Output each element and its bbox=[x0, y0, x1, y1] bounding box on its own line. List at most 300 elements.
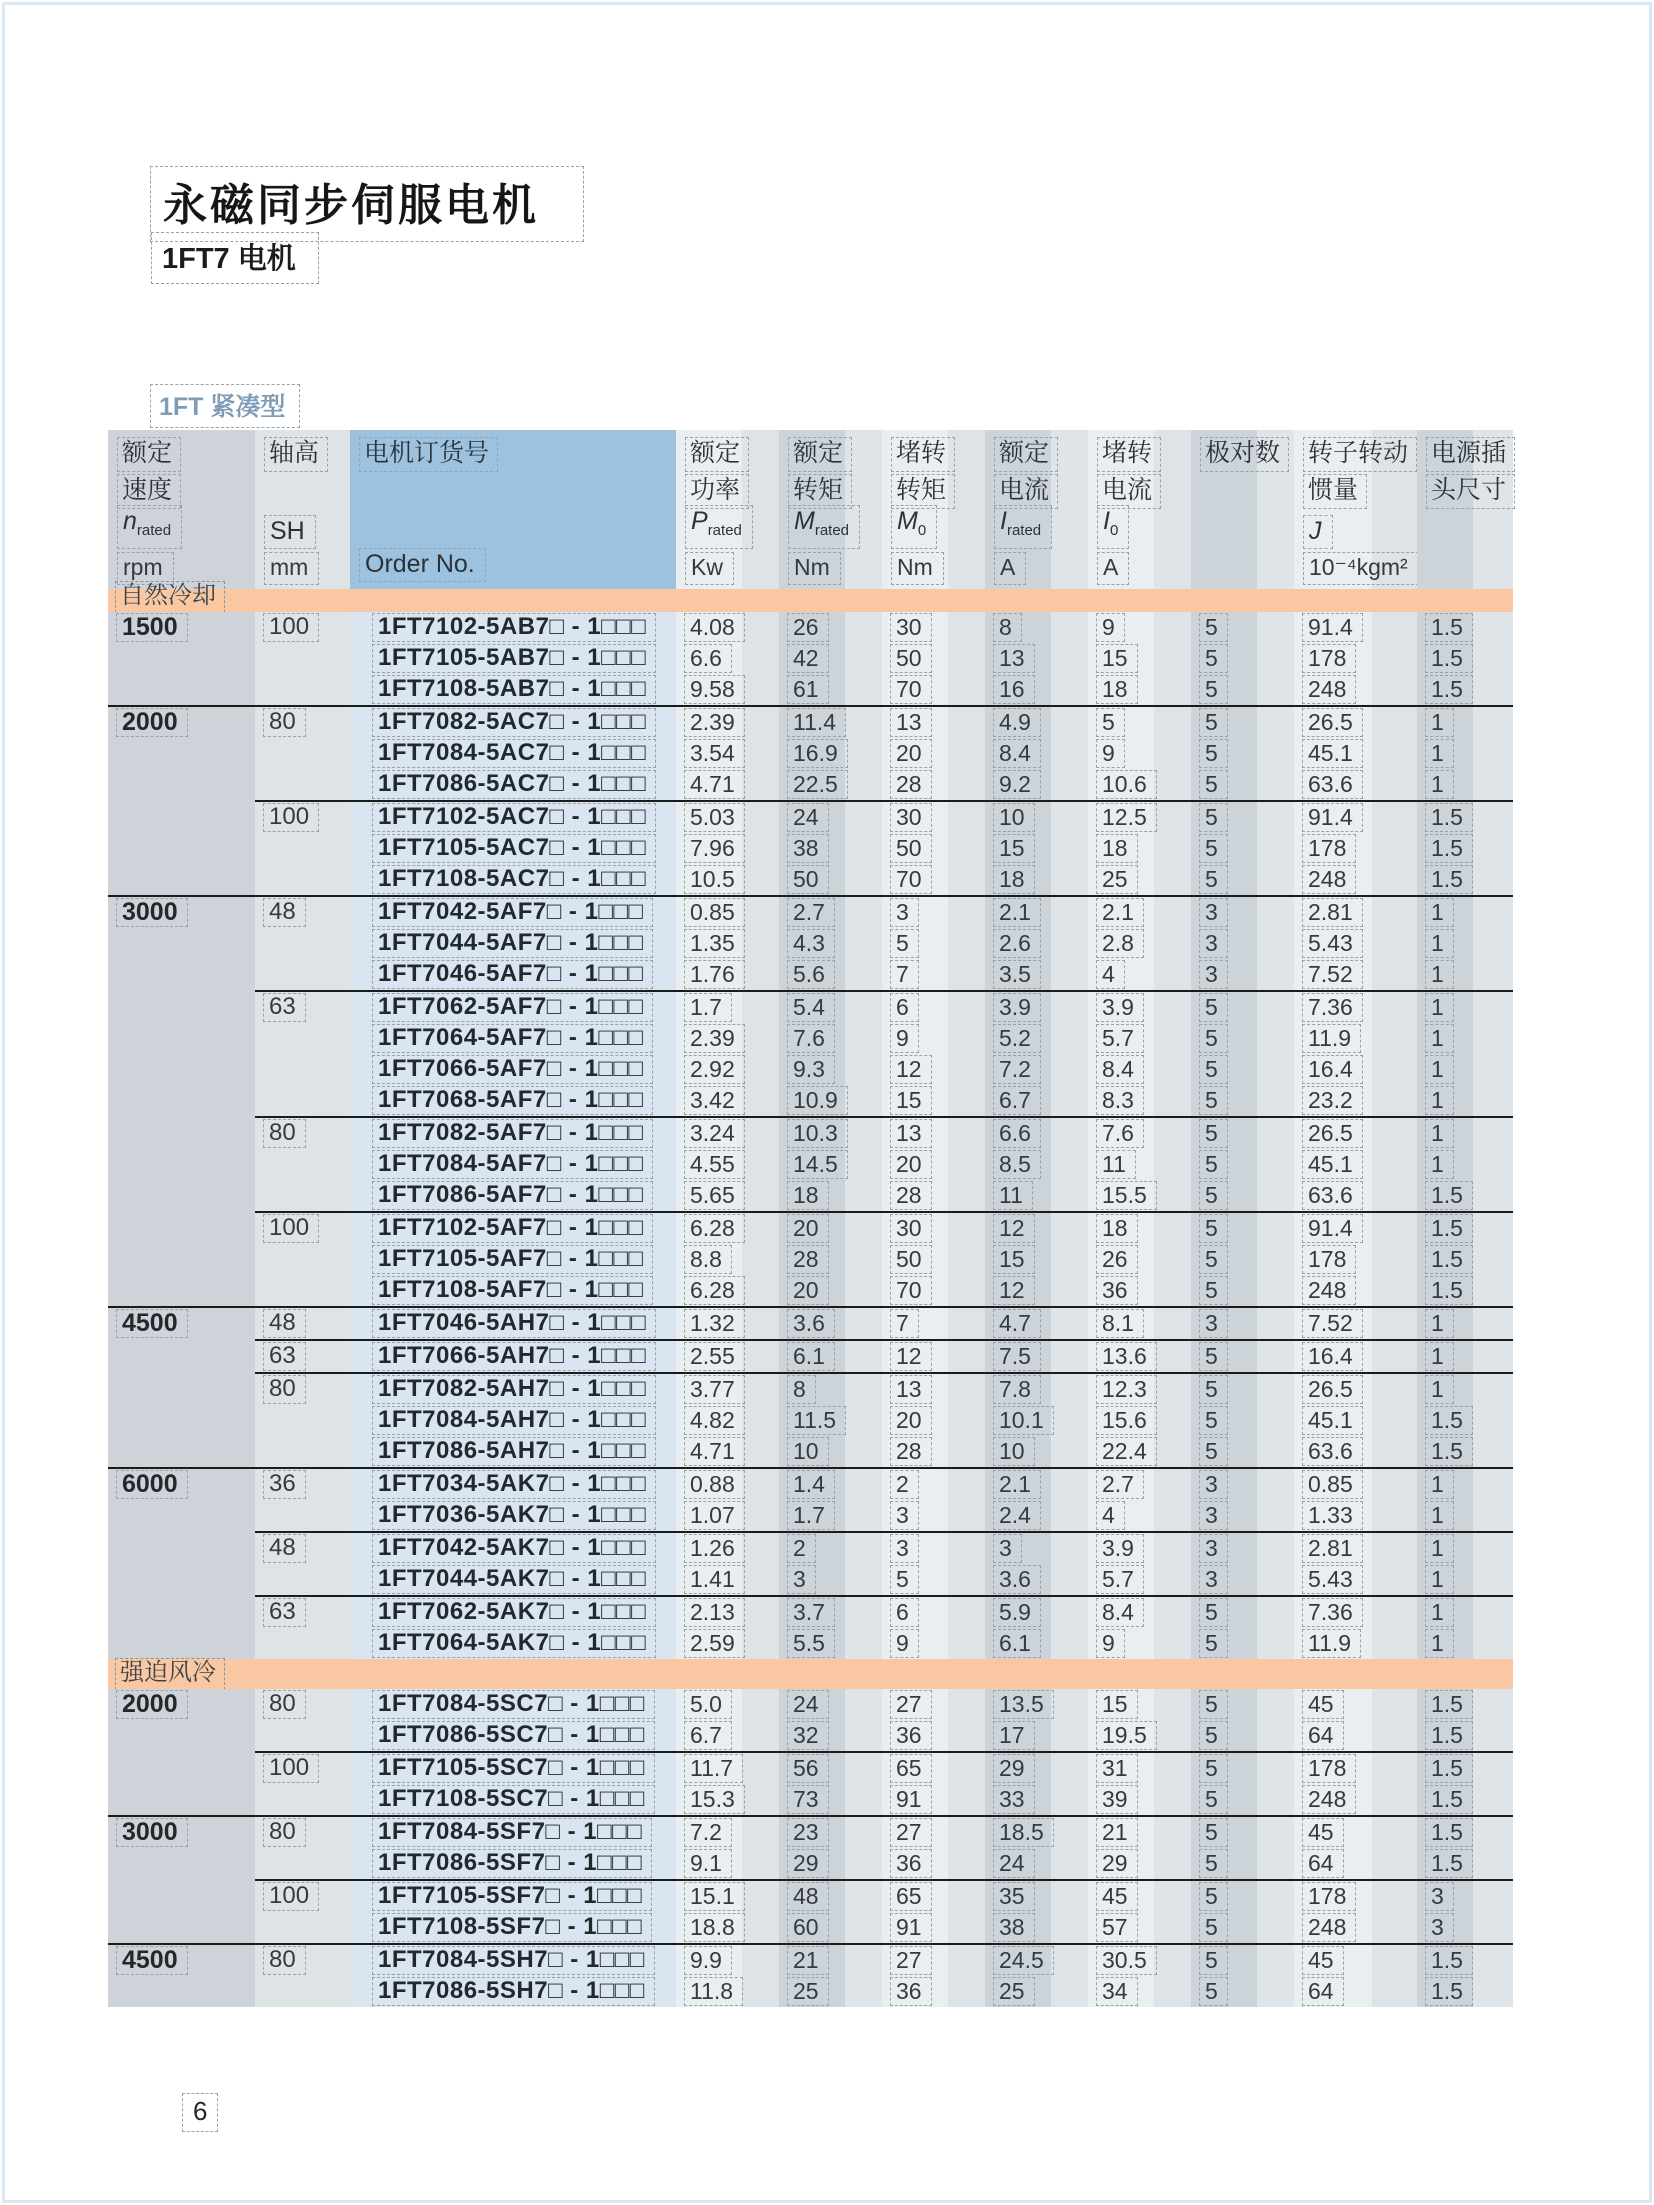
cell-speed bbox=[108, 1689, 255, 1720]
cell-m-value: 18 bbox=[787, 1181, 829, 1210]
cell-poles bbox=[1191, 1436, 1294, 1467]
cell-i-value: 10 bbox=[993, 803, 1035, 832]
cell-m0-value: 28 bbox=[890, 1181, 932, 1210]
cell-m bbox=[779, 1469, 882, 1500]
col-symbol-m: $M_{rated}$ bbox=[788, 505, 860, 549]
cell-sh bbox=[255, 1564, 350, 1595]
cell-j bbox=[1294, 1180, 1417, 1211]
cell-poles bbox=[1191, 1689, 1294, 1720]
cell-speed bbox=[108, 864, 255, 895]
cell-i0 bbox=[1088, 1784, 1191, 1815]
table-row bbox=[108, 1054, 1513, 1085]
cell-m bbox=[779, 1244, 882, 1275]
cell-poles bbox=[1191, 1784, 1294, 1815]
cell-i0-value: 10.6 bbox=[1096, 770, 1157, 799]
cell-m0 bbox=[882, 674, 985, 705]
cell-sh bbox=[255, 1085, 350, 1116]
cell-i0-value: 12.3 bbox=[1096, 1375, 1157, 1404]
cell-plug bbox=[1417, 1180, 1513, 1211]
cell-j-value: 248 bbox=[1302, 1276, 1356, 1305]
cell-m0 bbox=[882, 1436, 985, 1467]
cell-m0 bbox=[882, 1720, 985, 1751]
cell-order bbox=[350, 1118, 676, 1149]
cell-p bbox=[676, 959, 779, 990]
cell-j bbox=[1294, 1054, 1417, 1085]
cell-speed bbox=[108, 1597, 255, 1628]
cell-i bbox=[985, 1533, 1088, 1564]
col-header-m0-label: 堵转 bbox=[891, 437, 955, 472]
cell-p bbox=[676, 1848, 779, 1879]
cell-poles-value: 5 bbox=[1199, 1086, 1228, 1115]
cell-poles-value: 3 bbox=[1199, 1534, 1228, 1563]
cell-i0-value: 29 bbox=[1096, 1849, 1138, 1878]
table-row bbox=[108, 1341, 1513, 1372]
cell-sh bbox=[255, 707, 350, 738]
cell-m0 bbox=[882, 643, 985, 674]
table-row bbox=[108, 1848, 1513, 1879]
table-row bbox=[108, 1597, 1513, 1628]
cell-speed bbox=[108, 1720, 255, 1751]
cell-poles bbox=[1191, 1308, 1294, 1339]
cell-p-value: 3.77 bbox=[684, 1375, 745, 1404]
cell-j-value: 16.4 bbox=[1302, 1342, 1363, 1371]
cell-poles bbox=[1191, 1244, 1294, 1275]
cell-m0-value: 6 bbox=[890, 1598, 919, 1627]
cell-p-value: 1.76 bbox=[684, 960, 745, 989]
cell-poles bbox=[1191, 864, 1294, 895]
page-title bbox=[150, 166, 584, 242]
cell-m0-value: 13 bbox=[890, 1375, 932, 1404]
cell-order-value: 1FT7086-5SF7□ - 1□□□ bbox=[372, 1849, 652, 1878]
cell-j bbox=[1294, 1628, 1417, 1659]
cell-j bbox=[1294, 1533, 1417, 1564]
cell-m0-value: 50 bbox=[890, 834, 932, 863]
cell-plug bbox=[1417, 1753, 1513, 1784]
cell-p bbox=[676, 1912, 779, 1943]
cell-j-value: 178 bbox=[1302, 1245, 1356, 1274]
cell-j-value: 5.43 bbox=[1302, 1565, 1363, 1594]
cell-m bbox=[779, 802, 882, 833]
cell-sh bbox=[255, 1848, 350, 1879]
cell-j bbox=[1294, 1118, 1417, 1149]
cell-i bbox=[985, 1341, 1088, 1372]
cell-order bbox=[350, 1912, 676, 1943]
cell-i-value: 10.1 bbox=[993, 1406, 1054, 1435]
cell-sh bbox=[255, 1533, 350, 1564]
cell-sh-value: 100 bbox=[263, 1754, 319, 1783]
cell-p-value: 1.41 bbox=[684, 1565, 745, 1594]
cell-order-value: 1FT7108-5AC7□ - 1□□□ bbox=[372, 865, 656, 894]
cell-i bbox=[985, 1720, 1088, 1751]
cell-poles-value: 5 bbox=[1199, 739, 1228, 768]
cell-order bbox=[350, 738, 676, 769]
cell-m0-value: 13 bbox=[890, 708, 932, 737]
cell-poles-value: 3 bbox=[1199, 1565, 1228, 1594]
cell-p bbox=[676, 1976, 779, 2007]
cell-order-value: 1FT7105-5SF7□ - 1□□□ bbox=[372, 1882, 652, 1911]
cell-i0 bbox=[1088, 1213, 1191, 1244]
cell-p-value: 6.28 bbox=[684, 1214, 745, 1243]
cell-speed bbox=[108, 1881, 255, 1912]
cell-order bbox=[350, 1054, 676, 1085]
table-row bbox=[108, 1180, 1513, 1211]
cell-i0 bbox=[1088, 864, 1191, 895]
cell-plug-value: 1.5 bbox=[1425, 1977, 1473, 2006]
cell-m0-value: 50 bbox=[890, 644, 932, 673]
cell-order-value: 1FT7086-5AH7□ - 1□□□ bbox=[372, 1437, 656, 1466]
cell-sh bbox=[255, 1597, 350, 1628]
cell-j bbox=[1294, 1023, 1417, 1054]
cell-speed bbox=[108, 1180, 255, 1211]
cell-m bbox=[779, 1054, 882, 1085]
cell-p bbox=[676, 928, 779, 959]
col-header-plug-label: 头尺寸 bbox=[1426, 474, 1515, 509]
cell-sh bbox=[255, 1753, 350, 1784]
col-header-plug bbox=[1417, 430, 1513, 589]
cell-i0 bbox=[1088, 1817, 1191, 1848]
cell-order bbox=[350, 1341, 676, 1372]
cell-poles-value: 5 bbox=[1199, 1849, 1228, 1878]
cell-m0 bbox=[882, 833, 985, 864]
cell-p-value: 3.24 bbox=[684, 1119, 745, 1148]
cell-poles bbox=[1191, 1945, 1294, 1976]
cell-speed bbox=[108, 802, 255, 833]
cell-m-value: 14.5 bbox=[787, 1150, 848, 1179]
cell-plug-value: 1.5 bbox=[1425, 1406, 1473, 1435]
cell-plug-value: 1 bbox=[1425, 1086, 1454, 1115]
cell-m0-value: 13 bbox=[890, 1119, 932, 1148]
table-row bbox=[108, 1500, 1513, 1531]
cell-i0-value: 3.9 bbox=[1096, 1534, 1144, 1563]
col-header-i-label: 额定 bbox=[994, 437, 1058, 472]
cell-poles-value: 5 bbox=[1199, 1406, 1228, 1435]
cell-speed bbox=[108, 1308, 255, 1339]
cell-order-value: 1FT7105-5AB7□ - 1□□□ bbox=[372, 644, 656, 673]
cell-i0 bbox=[1088, 1689, 1191, 1720]
cell-order-value: 1FT7108-5SC7□ - 1□□□ bbox=[372, 1785, 655, 1814]
cell-i0-value: 25 bbox=[1096, 865, 1138, 894]
cell-p-value: 3.54 bbox=[684, 739, 745, 768]
cell-m-value: 5.5 bbox=[787, 1629, 835, 1658]
cell-speed bbox=[108, 1118, 255, 1149]
cell-i0-value: 8.3 bbox=[1096, 1086, 1144, 1115]
cell-i0-value: 31 bbox=[1096, 1754, 1138, 1783]
cell-m bbox=[779, 1597, 882, 1628]
cell-poles bbox=[1191, 802, 1294, 833]
col-header-m bbox=[779, 430, 882, 589]
cell-poles-value: 5 bbox=[1199, 1055, 1228, 1084]
cell-poles bbox=[1191, 1085, 1294, 1116]
cell-speed bbox=[108, 1085, 255, 1116]
col-symbol-p: $P_{rated}$ bbox=[685, 505, 753, 549]
cell-p-value: 0.85 bbox=[684, 898, 745, 927]
table-row bbox=[108, 1945, 1513, 1976]
cell-plug-value: 3 bbox=[1425, 1882, 1454, 1911]
cell-order bbox=[350, 1180, 676, 1211]
cell-m0-value: 12 bbox=[890, 1342, 932, 1371]
col-unit-speed: rpm bbox=[117, 552, 174, 585]
cell-i bbox=[985, 1597, 1088, 1628]
cell-i-value: 12 bbox=[993, 1214, 1035, 1243]
cell-m bbox=[779, 674, 882, 705]
cell-m0 bbox=[882, 1689, 985, 1720]
cell-plug-value: 1.5 bbox=[1425, 1690, 1473, 1719]
cell-p-value: 2.92 bbox=[684, 1055, 745, 1084]
cell-order-value: 1FT7044-5AF7□ - 1□□□ bbox=[372, 929, 653, 958]
cell-poles-value: 5 bbox=[1199, 1024, 1228, 1053]
table-row bbox=[108, 643, 1513, 674]
cell-i0-value: 2.7 bbox=[1096, 1470, 1144, 1499]
cell-i0 bbox=[1088, 802, 1191, 833]
cell-i0-value: 3.9 bbox=[1096, 993, 1144, 1022]
cell-m bbox=[779, 1533, 882, 1564]
cell-poles bbox=[1191, 1753, 1294, 1784]
cell-speed bbox=[108, 612, 255, 643]
cell-m-value: 10.9 bbox=[787, 1086, 848, 1115]
cell-i bbox=[985, 674, 1088, 705]
cell-p-value: 7.96 bbox=[684, 834, 745, 863]
col-header-p-label: 额定 bbox=[685, 437, 749, 472]
cell-m0 bbox=[882, 864, 985, 895]
cell-m-value: 20 bbox=[787, 1276, 829, 1305]
cell-poles bbox=[1191, 1405, 1294, 1436]
cell-order bbox=[350, 1085, 676, 1116]
cell-p-value: 11.8 bbox=[684, 1977, 743, 2006]
col-header-plug-label: 电源插 bbox=[1426, 437, 1515, 472]
cell-m bbox=[779, 738, 882, 769]
cell-m0-value: 5 bbox=[890, 929, 919, 958]
table-row bbox=[108, 1628, 1513, 1659]
cell-i0-value: 18 bbox=[1096, 1214, 1138, 1243]
table-row bbox=[108, 1976, 1513, 2007]
cell-m-value: 11.4 bbox=[787, 708, 846, 737]
cell-j-value: 63.6 bbox=[1302, 770, 1363, 799]
cell-order bbox=[350, 1817, 676, 1848]
cell-i-value: 8 bbox=[993, 613, 1022, 642]
cell-i bbox=[985, 833, 1088, 864]
cell-i-value: 10 bbox=[993, 1437, 1035, 1466]
cell-m-value: 1.4 bbox=[787, 1470, 835, 1499]
cell-i bbox=[985, 802, 1088, 833]
col-symbol-m0: $M_0$ bbox=[891, 505, 937, 549]
cell-order-value: 1FT7066-5AH7□ - 1□□□ bbox=[372, 1342, 656, 1371]
cell-j-value: 7.36 bbox=[1302, 993, 1363, 1022]
cell-order bbox=[350, 612, 676, 643]
cell-sh bbox=[255, 1213, 350, 1244]
cell-speed bbox=[108, 959, 255, 990]
col-symbol-speed: $n_{rated}$ bbox=[117, 505, 182, 549]
cell-i0 bbox=[1088, 1533, 1191, 1564]
cell-plug bbox=[1417, 1244, 1513, 1275]
cell-plug bbox=[1417, 928, 1513, 959]
col-unit-p: Kw bbox=[685, 552, 734, 585]
cell-j-value: 178 bbox=[1302, 644, 1356, 673]
cell-sh bbox=[255, 1500, 350, 1531]
cell-speed bbox=[108, 1469, 255, 1500]
page-subtitle bbox=[151, 232, 319, 284]
cell-plug bbox=[1417, 1469, 1513, 1500]
cell-poles-value: 5 bbox=[1199, 993, 1228, 1022]
cell-poles bbox=[1191, 1054, 1294, 1085]
cell-order-value: 1FT7084-5AF7□ - 1□□□ bbox=[372, 1150, 653, 1179]
cell-i0-value: 8.1 bbox=[1096, 1309, 1144, 1338]
table-row bbox=[108, 1564, 1513, 1595]
cell-j-value: 7.36 bbox=[1302, 1598, 1363, 1627]
cell-poles-value: 5 bbox=[1199, 1721, 1228, 1750]
cell-p bbox=[676, 1085, 779, 1116]
cooling-band-label: 自然冷却 bbox=[115, 581, 225, 613]
cell-plug-value: 1.5 bbox=[1425, 1245, 1473, 1274]
cell-m bbox=[779, 1275, 882, 1306]
cell-m bbox=[779, 1689, 882, 1720]
cell-speed bbox=[108, 1817, 255, 1848]
cell-m-value: 32 bbox=[787, 1721, 829, 1750]
cell-order bbox=[350, 1023, 676, 1054]
cell-m bbox=[779, 1405, 882, 1436]
cell-i bbox=[985, 612, 1088, 643]
cell-poles-value: 5 bbox=[1199, 1181, 1228, 1210]
cell-plug-value: 1.5 bbox=[1425, 1818, 1473, 1847]
cell-speed bbox=[108, 1054, 255, 1085]
cell-m0-value: 30 bbox=[890, 803, 932, 832]
cell-order-value: 1FT7108-5AF7□ - 1□□□ bbox=[372, 1276, 653, 1305]
cell-poles-value: 5 bbox=[1199, 1882, 1228, 1911]
cell-i0 bbox=[1088, 1341, 1191, 1372]
cell-i0-value: 57 bbox=[1096, 1913, 1138, 1942]
cell-i0 bbox=[1088, 833, 1191, 864]
cell-m0 bbox=[882, 1341, 985, 1372]
cell-i-value: 3 bbox=[993, 1534, 1022, 1563]
cell-order-value: 1FT7105-5SC7□ - 1□□□ bbox=[372, 1754, 655, 1783]
col-header-speed bbox=[108, 430, 255, 589]
cell-p-value: 1.32 bbox=[684, 1309, 745, 1338]
cell-poles bbox=[1191, 1213, 1294, 1244]
col-header-i0-label: 堵转 bbox=[1097, 437, 1161, 472]
cell-sh bbox=[255, 928, 350, 959]
cell-poles bbox=[1191, 833, 1294, 864]
cell-sh bbox=[255, 1341, 350, 1372]
cell-m0-value: 3 bbox=[890, 1501, 919, 1530]
cell-plug-value: 1 bbox=[1425, 1629, 1454, 1658]
cell-m0 bbox=[882, 959, 985, 990]
cell-plug bbox=[1417, 674, 1513, 705]
cell-order bbox=[350, 1976, 676, 2007]
cell-j-value: 178 bbox=[1302, 1754, 1356, 1783]
cell-poles bbox=[1191, 1881, 1294, 1912]
cell-order bbox=[350, 1720, 676, 1751]
cell-order-value: 1FT7102-5AC7□ - 1□□□ bbox=[372, 803, 656, 832]
cell-i-value: 2.6 bbox=[993, 929, 1041, 958]
cell-j bbox=[1294, 1976, 1417, 2007]
cell-p bbox=[676, 1564, 779, 1595]
cell-j-value: 64 bbox=[1302, 1721, 1344, 1750]
cell-poles bbox=[1191, 674, 1294, 705]
cell-speed-value: 6000 bbox=[116, 1470, 188, 1499]
cell-order-value: 1FT7084-5AC7□ - 1□□□ bbox=[372, 739, 656, 768]
cell-i bbox=[985, 1976, 1088, 2007]
cell-m bbox=[779, 992, 882, 1023]
cell-sh bbox=[255, 769, 350, 800]
cell-m bbox=[779, 1341, 882, 1372]
cell-sh bbox=[255, 1945, 350, 1976]
cell-j bbox=[1294, 1500, 1417, 1531]
cell-poles bbox=[1191, 1023, 1294, 1054]
cell-j bbox=[1294, 1244, 1417, 1275]
cell-order-value: 1FT7108-5AB7□ - 1□□□ bbox=[372, 675, 656, 704]
cell-p-value: 15.1 bbox=[684, 1882, 745, 1911]
cell-i-value: 11 bbox=[993, 1181, 1033, 1210]
cell-sh bbox=[255, 1180, 350, 1211]
cell-m0 bbox=[882, 1308, 985, 1339]
cell-m0 bbox=[882, 769, 985, 800]
cell-sh-value: 100 bbox=[263, 1882, 319, 1911]
cell-order bbox=[350, 959, 676, 990]
cell-p-value: 4.71 bbox=[684, 770, 745, 799]
cell-j bbox=[1294, 1469, 1417, 1500]
cell-p bbox=[676, 1118, 779, 1149]
table-row bbox=[108, 1149, 1513, 1180]
col-header-order-label: 电机订货号 bbox=[359, 437, 498, 472]
cell-sh-value: 36 bbox=[263, 1470, 306, 1499]
cell-m0-value: 12 bbox=[890, 1055, 932, 1084]
cell-order bbox=[350, 1149, 676, 1180]
cell-sh bbox=[255, 1054, 350, 1085]
cell-p bbox=[676, 1405, 779, 1436]
cell-m-value: 28 bbox=[787, 1245, 829, 1274]
table-row bbox=[108, 1275, 1513, 1306]
cell-plug-value: 3 bbox=[1425, 1913, 1454, 1942]
cell-p bbox=[676, 1689, 779, 1720]
cell-i0 bbox=[1088, 1912, 1191, 1943]
cell-poles-value: 5 bbox=[1199, 1785, 1228, 1814]
cell-plug bbox=[1417, 1564, 1513, 1595]
cell-sh bbox=[255, 1149, 350, 1180]
cell-poles-value: 3 bbox=[1199, 898, 1228, 927]
cell-m0 bbox=[882, 1912, 985, 1943]
cell-sh bbox=[255, 897, 350, 928]
cell-speed bbox=[108, 738, 255, 769]
cell-i bbox=[985, 707, 1088, 738]
cell-poles-value: 3 bbox=[1199, 1309, 1228, 1338]
cell-j-value: 5.43 bbox=[1302, 929, 1363, 958]
cell-i-value: 5.2 bbox=[993, 1024, 1041, 1053]
cell-i bbox=[985, 1149, 1088, 1180]
cell-m0 bbox=[882, 1628, 985, 1659]
cell-i-value: 4.7 bbox=[993, 1309, 1041, 1338]
cell-m0 bbox=[882, 1784, 985, 1815]
cell-i0 bbox=[1088, 1469, 1191, 1500]
table-row bbox=[108, 1374, 1513, 1405]
cell-i0-value: 18 bbox=[1096, 675, 1138, 704]
cell-i0 bbox=[1088, 1054, 1191, 1085]
cell-sh bbox=[255, 1308, 350, 1339]
col-header-poles-label: 极对数 bbox=[1200, 437, 1289, 472]
cell-poles bbox=[1191, 1817, 1294, 1848]
cell-plug bbox=[1417, 769, 1513, 800]
cell-i0-value: 7.6 bbox=[1096, 1119, 1144, 1148]
cell-i bbox=[985, 1244, 1088, 1275]
col-header-i0-label: 电流 bbox=[1097, 474, 1161, 509]
cell-plug bbox=[1417, 1881, 1513, 1912]
cell-p bbox=[676, 992, 779, 1023]
cell-m bbox=[779, 612, 882, 643]
cell-m0 bbox=[882, 1085, 985, 1116]
cell-p bbox=[676, 1436, 779, 1467]
cell-poles bbox=[1191, 738, 1294, 769]
cell-m-value: 61 bbox=[787, 675, 829, 704]
col-header-speed-label: 速度 bbox=[117, 474, 181, 509]
cell-plug-value: 1.5 bbox=[1425, 1754, 1473, 1783]
